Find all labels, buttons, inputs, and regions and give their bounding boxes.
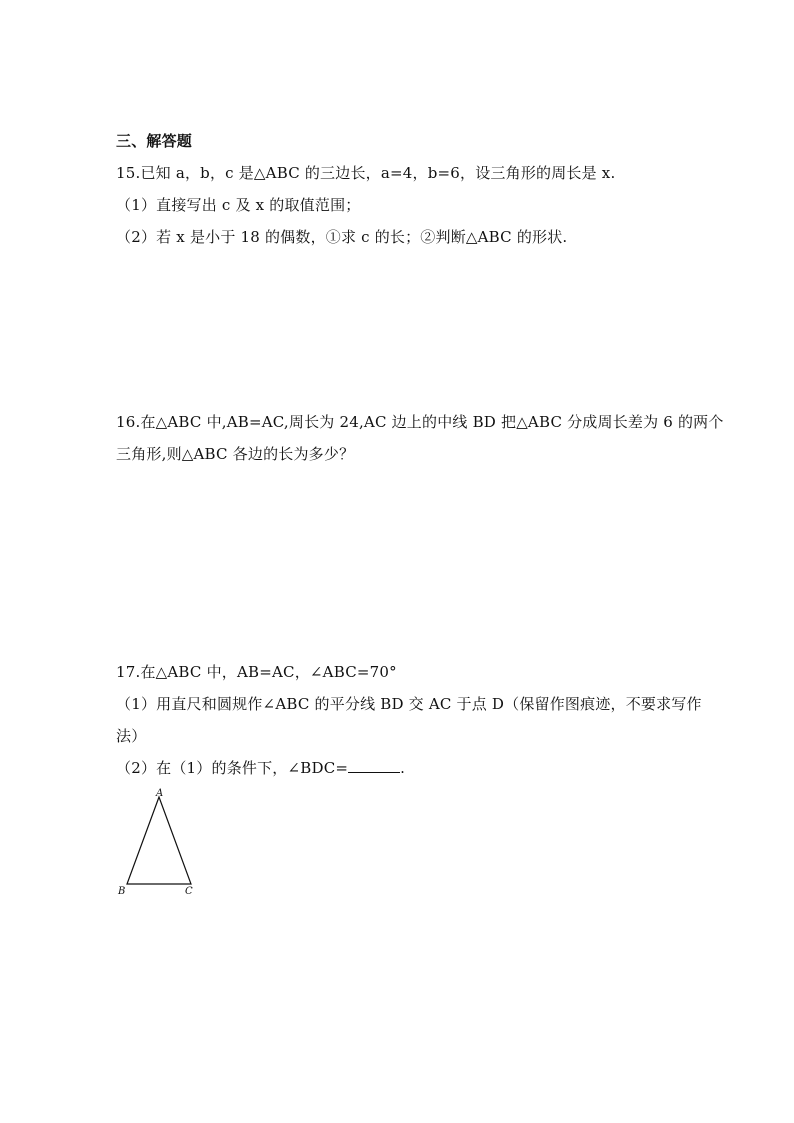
triangle-figure [112, 786, 202, 898]
q17-part2 [116, 758, 405, 778]
triangle-abc [127, 797, 191, 884]
q17-part1-line1: （1）用直尺和圆规作∠ABC 的平分线 BD 交 AC 于点 D（保留作图痕迹，不要求写作 [116, 695, 702, 713]
q17-part2-suffix: . [400, 759, 406, 777]
q16-line1: 16.在△ABC 中,AB=AC,周长为 24,AC 边上的中线 BD 把△ABC 分成周长差为 6 的两个 [116, 413, 724, 431]
vertex-label-a: A [156, 788, 164, 799]
q15-part2: （2）若 x 是小于 18 的偶数，①求 c 的长；②判断△ABC 的形状. [116, 228, 568, 246]
q16-line2: 三角形,则△ABC 各边的长为多少？ [116, 445, 355, 463]
section-title: 三、解答题 [116, 132, 193, 150]
q17-part2-prefix: （2）在（1）的条件下，∠BDC= [116, 759, 349, 777]
vertex-label-c: C [185, 886, 193, 897]
q15-stem: 15.已知 a，b，c 是△ABC 的三边长，a=4，b=6，设三角形的周长是 x. [116, 164, 616, 182]
vertex-label-b: B [118, 886, 126, 897]
q17-part1-line2: 法） [116, 727, 147, 745]
q17-stem: 17.在△ABC 中，AB=AC，∠ABC=70° [116, 663, 397, 681]
q15-part1: （1）直接写出 c 及 x 的取值范围； [116, 196, 361, 214]
answer-blank[interactable] [348, 758, 400, 773]
